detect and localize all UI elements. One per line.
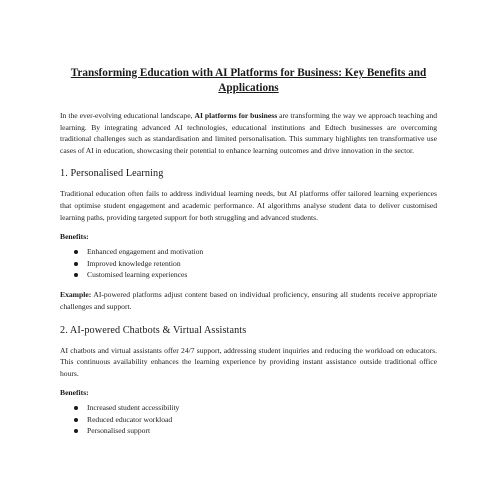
bullet-icon [74,250,78,254]
intro-text-start: In the ever-evolving educational landscape, [60,111,195,120]
list-item [74,246,437,257]
intro-paragraph [60,110,437,156]
intro-text-end: are transforming the way we approach teaching and learning. By integrating advanced AI technologies, educational institutions and Edtech businesses are overcoming traditional challenges such as standardisation and limited personalisation. This summary highlights ten transformative use cases of AI in education, showcasing their potential to enhance learning outcomes and drive innovation in the sector. [60,111,437,155]
example-label: Example: [60,290,92,300]
bullet-icon [74,429,78,433]
section2-heading: 2. AI-powered Chatbots & Virtual Assistants [60,324,247,336]
section1-example [60,289,437,312]
list-item [74,269,437,280]
document-title: Transforming Education with AI Platforms for Business: Key Benefits and Applications [70,67,427,94]
section1-body: Traditional education often fails to address individual learning needs, but AI platforms offer tailored learning experiences that optimise student engagement and academic performance. AI algorithms analyse student data to deliver customised learning paths, providing targeted support for both struggling and advanced students. [60,189,437,222]
section1-benefits-label: Benefits: [60,232,89,242]
list-item [74,402,437,413]
bullet-icon [74,262,78,266]
list-item-text: Personalised support [87,426,151,436]
list-item-text: Improved knowledge retention [87,258,181,268]
example-text: AI-powered platforms adjust content based on individual proficiency, ensuring all students receive appropriate challenges and support. [60,290,437,311]
section2-benefits-list [60,402,437,436]
list-item-text: Enhanced engagement and motivation [87,247,204,257]
section2-body: AI chatbots and virtual assistants offer 24/7 support, addressing student inquiries and reducing the workload on educators. This continuous availability enhances the learning experience by providing instant assistance outside traditional office hours. [60,345,437,378]
section1-benefits-list [60,246,437,280]
list-item-text: Customised learning experiences [87,269,188,279]
list-item-text: Reduced educator workload [87,414,173,424]
list-item-text: Increased student accessibility [87,403,180,413]
list-item [74,258,437,269]
section1-heading: 1. Personalised Learning [60,168,164,180]
list-item [74,425,437,436]
section2-benefits-label: Benefits: [60,388,89,398]
intro-bold-term: AI platforms for business [194,111,278,120]
bullet-icon [74,406,78,410]
bullet-icon [74,273,78,277]
bullet-icon [74,418,78,422]
document-page [60,66,437,437]
list-item [74,414,437,425]
